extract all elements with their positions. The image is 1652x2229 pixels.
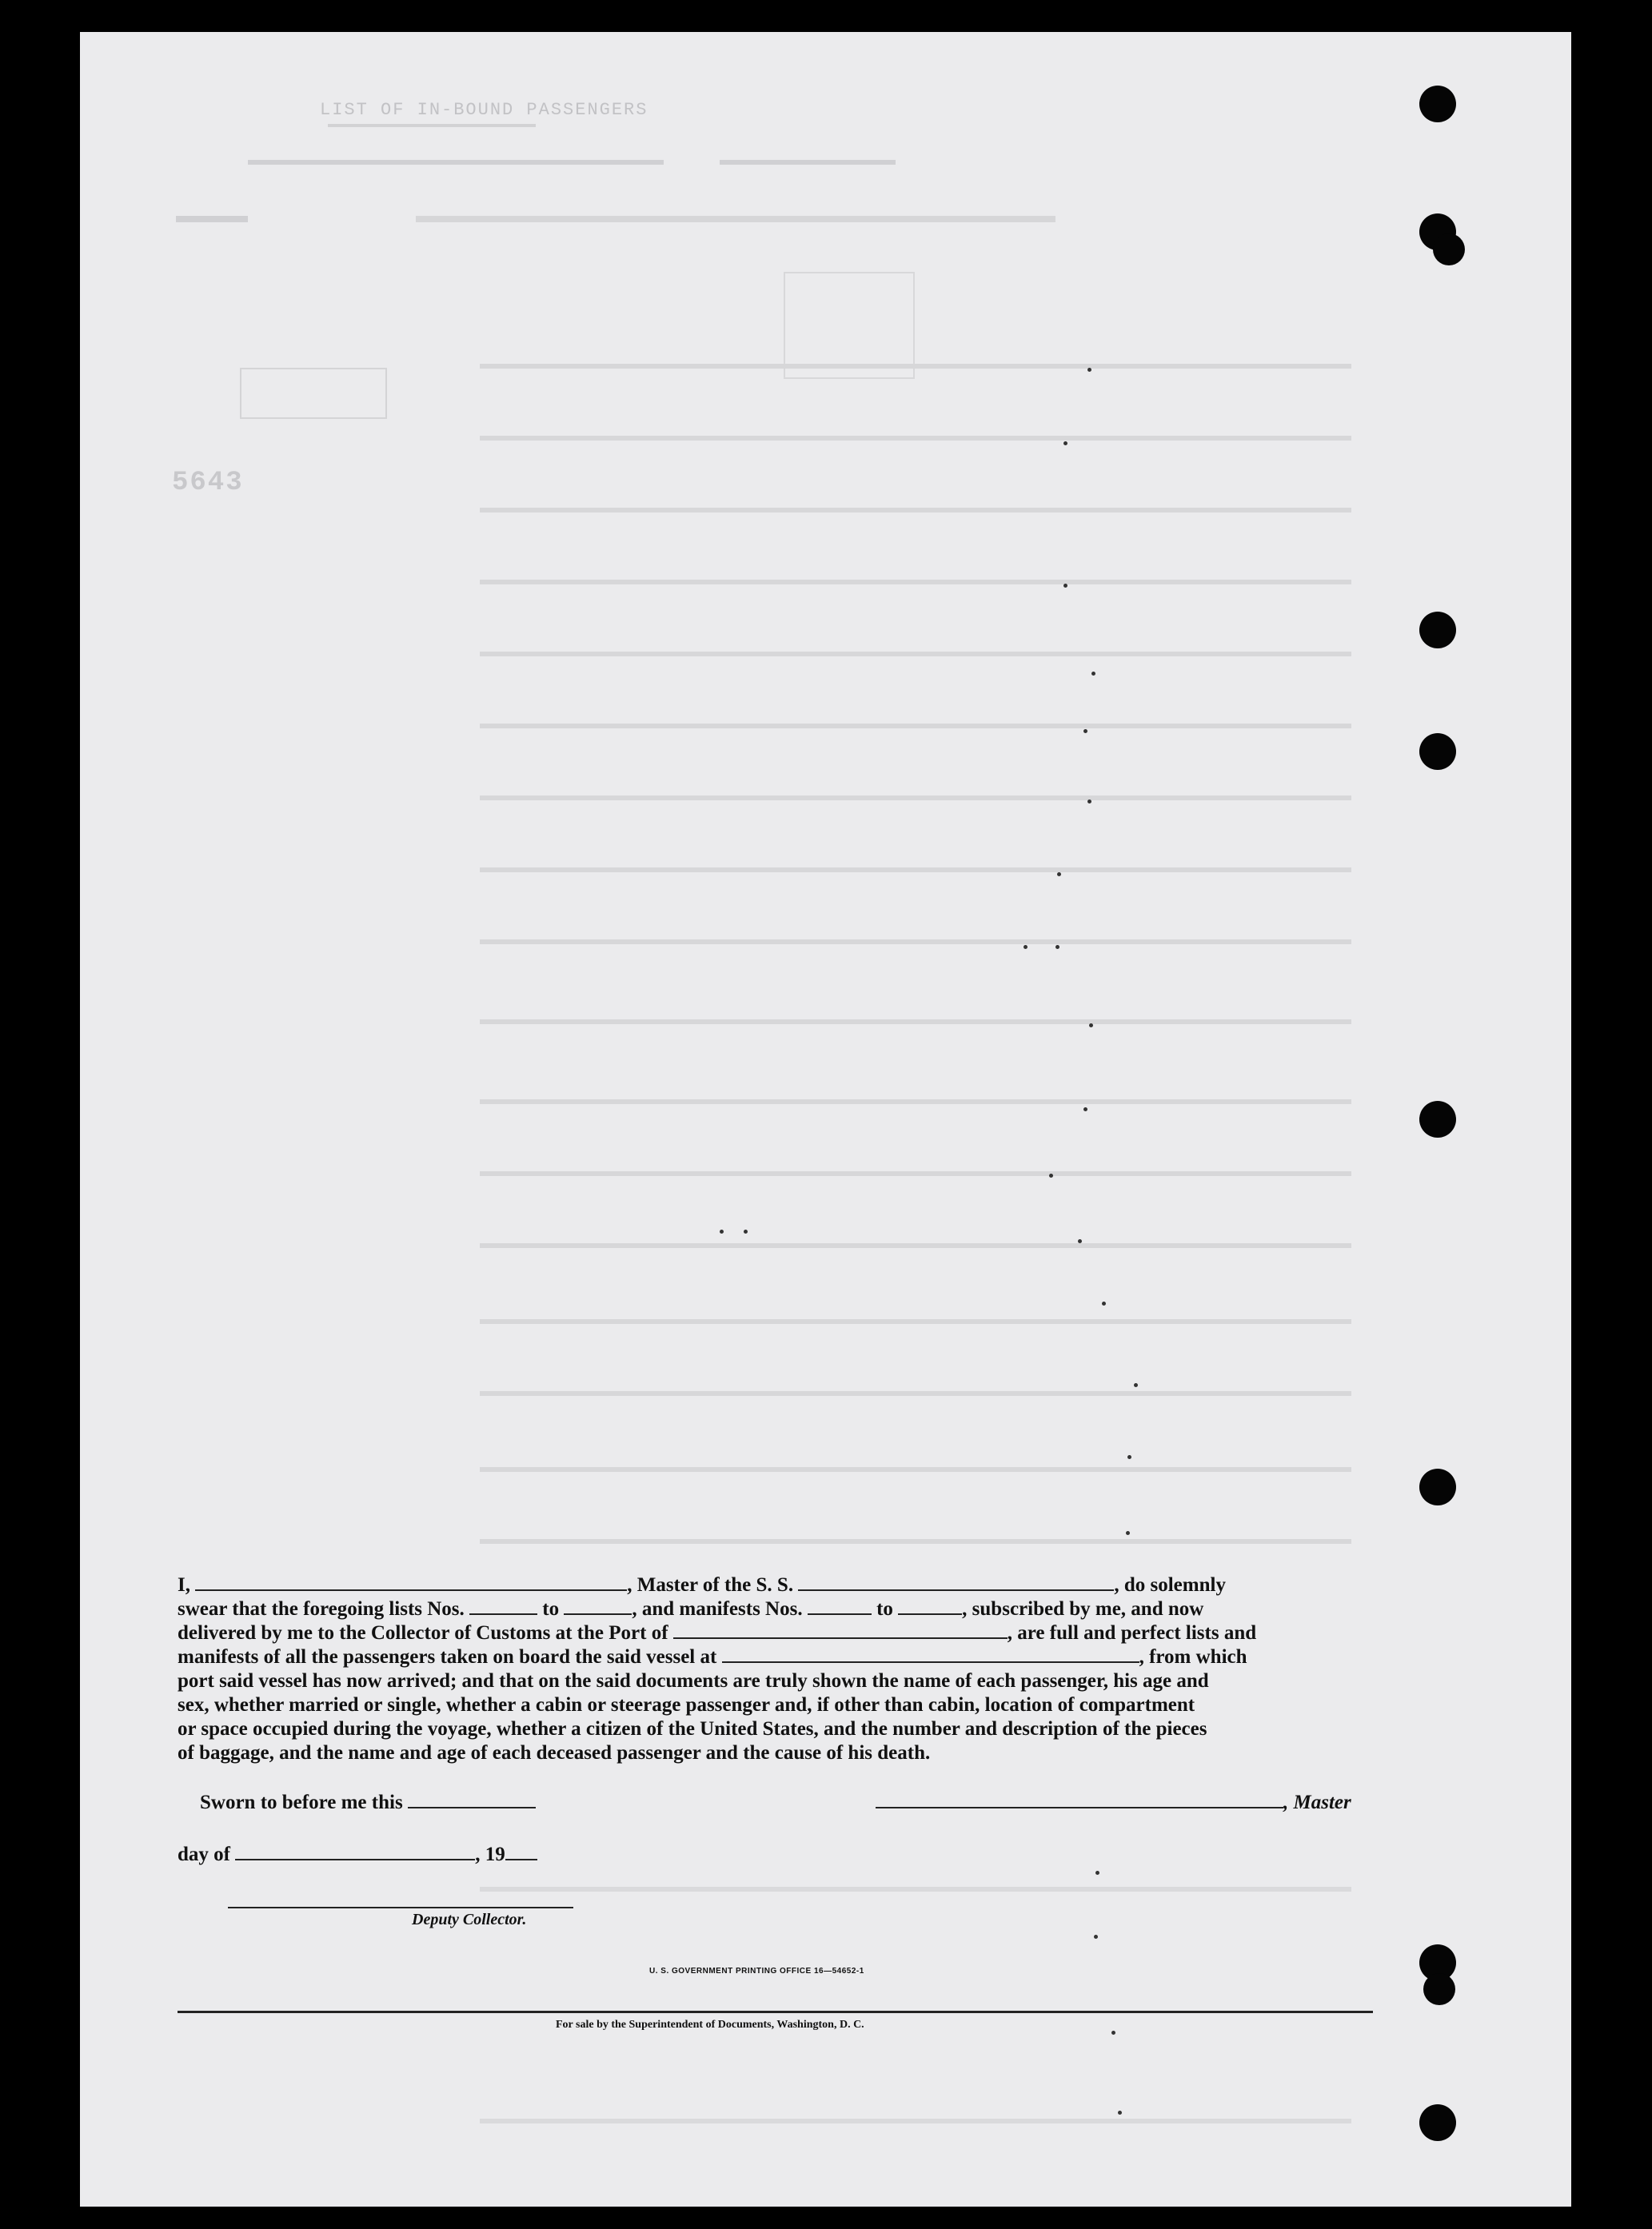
bleed-through-row xyxy=(480,724,1351,728)
binder-hole xyxy=(1419,86,1456,122)
oath-text: , are full and perfect lists and xyxy=(1007,1622,1257,1644)
ink-speck xyxy=(1111,2031,1115,2035)
ink-speck xyxy=(1095,1871,1099,1875)
lists-from-field[interactable] xyxy=(469,1597,537,1615)
bleed-through-row xyxy=(480,2119,1351,2123)
oath-text: to xyxy=(537,1598,565,1620)
oath-text: to xyxy=(871,1598,899,1620)
sworn-day-field[interactable] xyxy=(408,1791,536,1808)
bleed-through-box xyxy=(240,368,387,419)
bleed-through-row xyxy=(480,1099,1351,1104)
bleed-through-row xyxy=(480,1391,1351,1396)
bleed-through-row xyxy=(480,867,1351,872)
binder-hole xyxy=(1419,1101,1456,1138)
ink-speck xyxy=(1127,1455,1131,1459)
master-label: , Master xyxy=(1283,1792,1351,1813)
day-of-field[interactable] xyxy=(235,1843,475,1860)
master-signature-field[interactable] xyxy=(876,1791,1283,1808)
bleed-through-stamp: 5643 xyxy=(172,468,244,498)
ink-speck xyxy=(1083,729,1087,733)
binder-hole xyxy=(1419,612,1456,648)
ink-speck xyxy=(1087,799,1091,803)
binder-hole xyxy=(1419,733,1456,770)
printer-imprint: U. S. GOVERNMENT PRINTING OFFICE 16—54652-1 xyxy=(649,1967,864,1976)
sworn-text: Sworn to before me this xyxy=(200,1792,408,1813)
oath-text: swear that the foregoing lists Nos. xyxy=(178,1598,470,1620)
ink-speck xyxy=(1126,1531,1130,1535)
oath-text: , and manifests Nos. xyxy=(632,1598,808,1620)
deputy-signature-rule[interactable] xyxy=(228,1907,573,1908)
bleed-through-row xyxy=(480,1319,1351,1324)
lists-to-field[interactable] xyxy=(564,1597,632,1615)
deputy-collector-label: Deputy Collector. xyxy=(412,1911,527,1928)
oath-line-3 xyxy=(178,1621,1373,1645)
oath-line-6: sex, whether married or single, whether a cabin or steerage passenger and, if other than cabin, location of compartment xyxy=(178,1694,1195,1716)
binder-hole xyxy=(1433,233,1465,265)
day-of-text: day of xyxy=(178,1844,236,1865)
ink-speck xyxy=(1024,945,1028,949)
oath-text: , do solemnly xyxy=(1114,1574,1226,1596)
oath-line-5: port said vessel has now arrived; and that on the said documents are truly shown the name of each passenger, his age and xyxy=(178,1670,1209,1692)
ink-speck xyxy=(744,1230,748,1234)
oath-text: , from which xyxy=(1139,1646,1247,1668)
oath-text: , Master of the S. S. xyxy=(627,1574,799,1596)
bleed-through-line xyxy=(720,160,896,165)
ink-speck xyxy=(1094,1935,1098,1939)
bleed-through-row xyxy=(480,364,1351,369)
departure-port-field[interactable] xyxy=(722,1645,1139,1663)
oath-line-7: or space occupied during the voyage, whether a citizen of the United States, and the number and description of the pieces xyxy=(178,1718,1207,1740)
bleed-through-row xyxy=(480,508,1351,512)
manifests-to-field[interactable] xyxy=(898,1597,962,1615)
ink-speck xyxy=(1063,584,1067,588)
ink-speck xyxy=(1055,945,1059,949)
bleed-through-box xyxy=(784,272,915,379)
year-text: , 19 xyxy=(475,1844,505,1865)
oath-text: manifests of all the passengers taken on board the said vessel at xyxy=(178,1646,722,1668)
bleed-through-row xyxy=(480,1887,1351,1892)
oath-line-2 xyxy=(178,1597,1373,1621)
for-sale-notice: For sale by the Superintendent of Documents, Washington, D. C. xyxy=(556,2019,864,2031)
ink-speck xyxy=(1078,1239,1082,1243)
bleed-through-row xyxy=(480,436,1351,441)
oath-text: I, xyxy=(178,1574,196,1596)
bleed-through-row xyxy=(480,1539,1351,1544)
footer-rule xyxy=(178,2011,1373,2013)
bleed-through-row xyxy=(480,796,1351,800)
year-field[interactable] xyxy=(505,1843,537,1860)
bleed-through-row xyxy=(480,939,1351,944)
bleed-through-line xyxy=(328,124,536,127)
ink-speck xyxy=(1057,872,1061,876)
document-page xyxy=(80,32,1571,2207)
bleed-through-row xyxy=(480,1019,1351,1024)
day-of-line xyxy=(178,1843,537,1866)
ink-speck xyxy=(1063,441,1067,445)
binder-hole xyxy=(1419,1469,1456,1505)
ink-speck xyxy=(1118,2111,1122,2115)
oath-text: , subscribed by me, and now xyxy=(962,1598,1204,1620)
bleed-through-row xyxy=(480,1171,1351,1176)
bleed-through-row xyxy=(480,580,1351,584)
oath-text: delivered by me to the Collector of Customs at the Port of xyxy=(178,1622,673,1644)
ink-speck xyxy=(1134,1383,1138,1387)
ink-speck xyxy=(1102,1302,1106,1306)
sworn-line xyxy=(200,1791,536,1814)
master-oath-paragraph xyxy=(178,1573,1373,1765)
master-signature-line xyxy=(876,1791,1351,1814)
bleed-through-row xyxy=(480,1467,1351,1472)
ink-speck xyxy=(1049,1174,1053,1178)
ink-speck xyxy=(1087,368,1091,372)
bleed-through-header: LIST OF IN-BOUND PASSENGERS xyxy=(320,100,648,120)
ink-speck xyxy=(1091,672,1095,676)
oath-line-4 xyxy=(178,1645,1373,1669)
oath-line-8: of baggage, and the name and age of each deceased passenger and the cause of his death. xyxy=(178,1742,931,1764)
ship-name-field[interactable] xyxy=(798,1573,1114,1591)
oath-line-1 xyxy=(178,1573,1373,1597)
bleed-through-row xyxy=(480,652,1351,656)
manifests-from-field[interactable] xyxy=(808,1597,872,1615)
master-name-field[interactable] xyxy=(195,1573,627,1591)
bleed-through-line xyxy=(416,216,1055,222)
bleed-through-line xyxy=(176,216,248,222)
ink-speck xyxy=(1083,1107,1087,1111)
bleed-through-row xyxy=(480,1243,1351,1248)
binder-hole xyxy=(1419,2104,1456,2141)
ink-speck xyxy=(1089,1023,1093,1027)
ink-speck xyxy=(720,1230,724,1234)
bleed-through-line xyxy=(248,160,664,165)
port-field[interactable] xyxy=(673,1621,1008,1639)
binder-hole xyxy=(1423,1973,1455,2005)
